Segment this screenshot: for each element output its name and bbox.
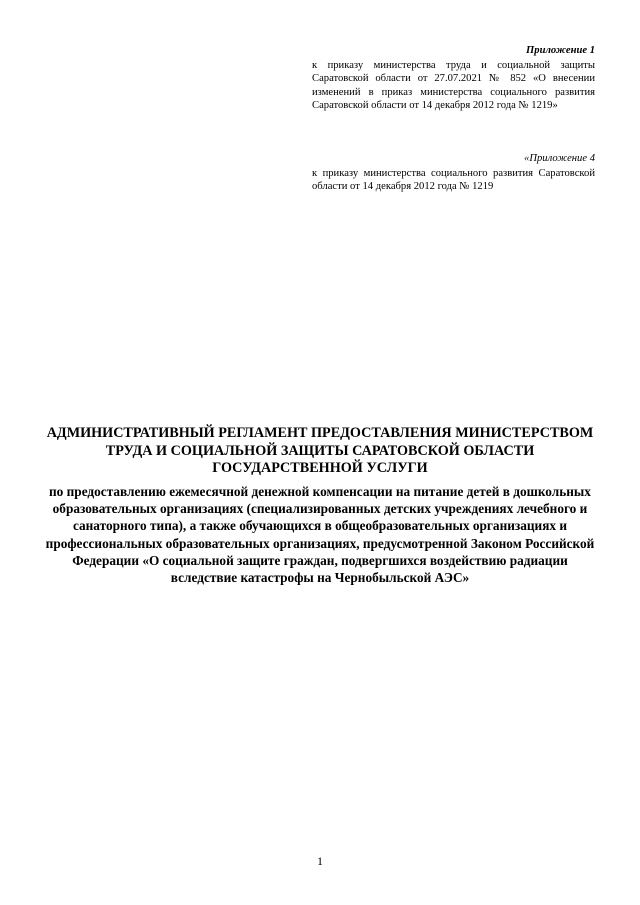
regulation-title: АДМИНИСТРАТИВНЫЙ РЕГЛАМЕНТ ПРЕДОСТАВЛЕНИЯ МИНИСТЕРСТВОМ ТРУДА И СОЦИАЛЬНОЙ ЗАЩИТЫ САРАТОВСКОЙ ОБЛАСТИ ГОСУДАРСТВЕННОЙ УСЛУГИ bbox=[46, 425, 594, 476]
appendix-1-block bbox=[312, 44, 595, 113]
appendix-1-title: Приложение 1 bbox=[526, 45, 595, 56]
appendix-4-block bbox=[312, 152, 595, 194]
appendix-4-title: «Приложение 4 bbox=[524, 153, 595, 164]
regulation-subtitle: по предоставлению ежемесячной денежной компенсации на питание детей в дошкольных образовательных организациях (специализированных детских учреждениях лечебного и санаторного типа), а также обучающихся в общеобразовательных организациях и профессиональных образовательных организациях, предусмотренной Законом Российской Федерации «О социальной защите граждан, подвергшихся воздействию радиации вследствие катастрофы на Чернобыльской АЭС» bbox=[45, 484, 595, 586]
appendix-4-text: к приказу министерства социального развития Саратовской области от 14 декабря 2012 года № 1219 bbox=[312, 167, 595, 193]
appendix-1-text: к приказу министерства труда и социальной защиты Саратовской области от 27.07.2021 № 852 «О внесении изменений в приказ министерства социального развития Саратовской области от 14 декабря 2012 года № 1219» bbox=[312, 59, 595, 112]
page-number: 1 bbox=[317, 854, 323, 868]
